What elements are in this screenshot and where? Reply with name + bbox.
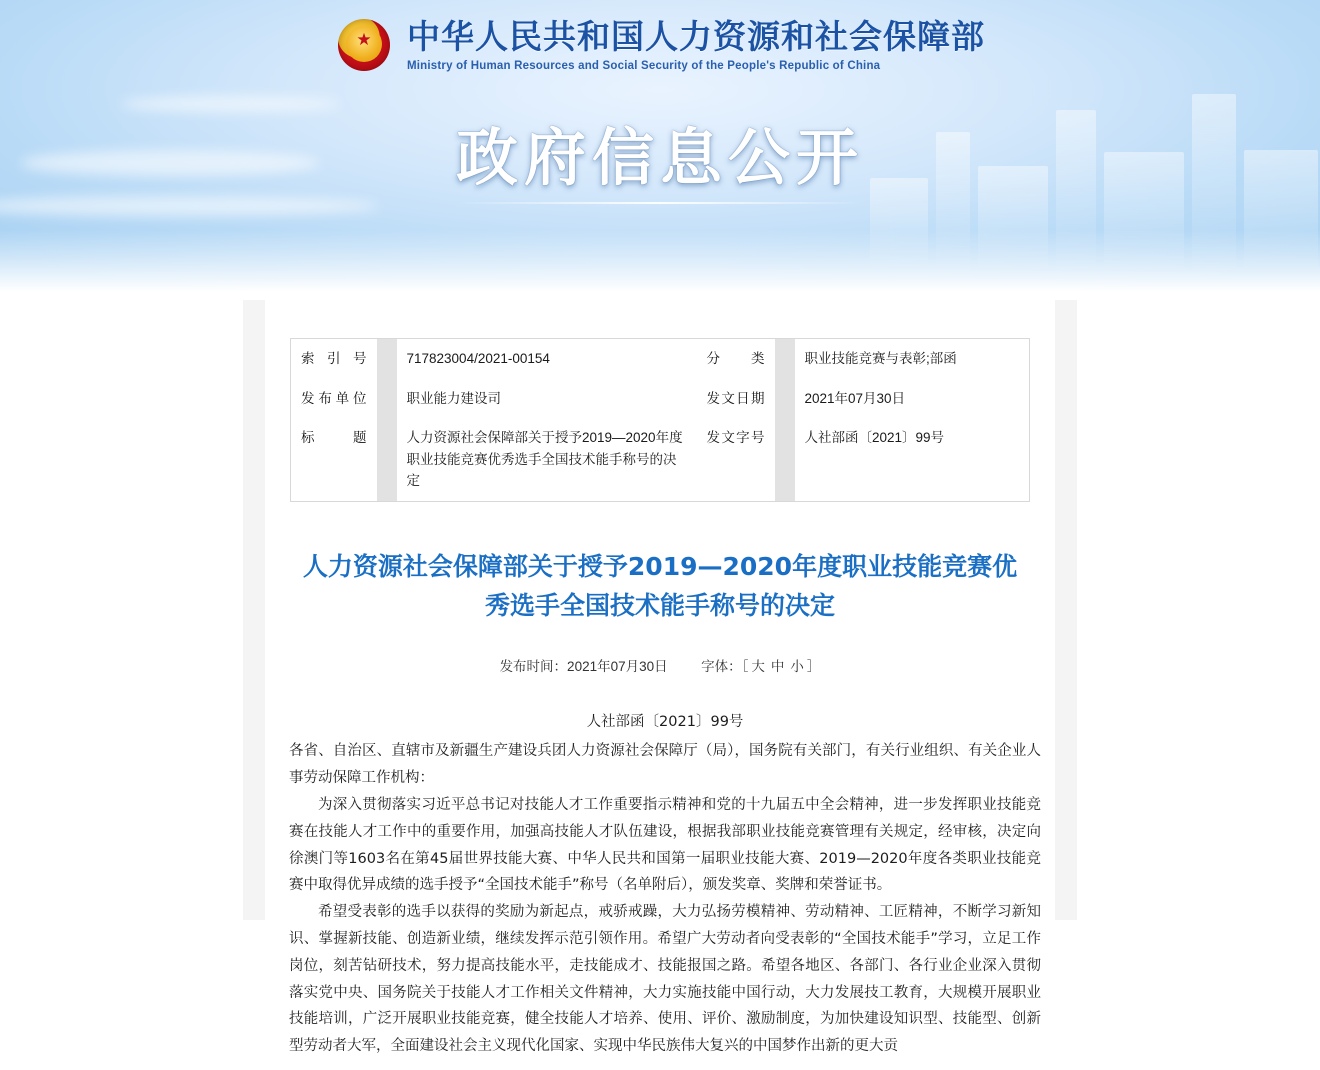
publish-time: 发布时间：2021年07月30日: [499, 659, 668, 675]
meta-label-publisher: 发布单位: [301, 390, 367, 406]
ministry-name-en: Ministry of Human Resources and Social Security of the People's Republic of China: [407, 59, 881, 72]
document-paper: [265, 300, 1055, 1060]
cell-divider: [377, 339, 397, 379]
meta-label-date: 发文日期: [706, 390, 765, 406]
document-body: [289, 709, 1041, 1060]
meta-value-date: 2021年07月30日: [804, 390, 906, 406]
document-number: 人社部函〔2021〕99号: [586, 714, 744, 731]
fontsize-small-button[interactable]: 小: [790, 659, 804, 675]
fontsize-large-button[interactable]: 大: [751, 659, 765, 675]
cell-divider: [775, 339, 795, 379]
cell-divider: [377, 418, 397, 501]
page-title: 人力资源社会保障部关于授予2019—2020年度职业技能竞赛优秀选手全国技术能手称号的决定: [302, 551, 1018, 620]
banner-divider: [455, 202, 865, 204]
fontsize-bracket-close: ］: [806, 659, 821, 675]
document-metadata-table: [290, 338, 1030, 502]
meta-value-title: 人力资源社会保障部关于授予2019—2020年度职业技能竞赛优秀选手全国技术能手称号的决定: [406, 430, 683, 489]
meta-label-title: 标 题: [301, 430, 367, 446]
meta-label-category: 分 类: [706, 351, 765, 366]
table-row: [291, 339, 1030, 379]
table-row: [291, 418, 1030, 501]
body-paragraph-2: 希望受表彰的选手以获得的奖励为新起点，戒骄戒躁，大力弘扬劳模精神、劳动精神、工匠精神，不断学习新知识、掌握新技能、创造新业绩，继续发挥示范引领作用。希望广大劳动者向受表彰的“全国技术能手”学习，立足工作岗位，刻苦钻研技术，努力提高技能水平，走技能成才、技能报国之路。希望各地区、各部门、各行业企业深入贯彻落实党中央、国务院关于技能人才工作相关文件精神，大力实施技能中国行动，大力发展技工教育，大规模开展职业技能培训，广泛开展职业技能竞赛，健全技能人才培养、使用、评价、激励制度，为加快建设知识型、技能型、创新型劳动者大军，全面建设社会主义现代化国家、实现中华民族伟大复兴的中国梦作出新的更大贡: [289, 904, 1041, 1055]
fontsize-medium-button[interactable]: 中: [770, 659, 785, 675]
cell-divider: [377, 379, 397, 419]
cell-divider: [775, 379, 795, 419]
meta-label-index: 索 引 号: [301, 351, 367, 366]
ministry-name-cn: 中华人民共和国人力资源和社会保障部: [407, 17, 985, 57]
table-row: [291, 379, 1030, 419]
meta-value-docnumber: 人社部函〔2021〕99号: [804, 430, 945, 446]
fontsize-label: 字体：: [701, 659, 742, 675]
ministry-identity: [0, 16, 1320, 74]
meta-value-category: 职业技能竞赛与表彰;部函: [804, 351, 957, 366]
banner-title: 政府信息公开: [455, 121, 864, 194]
body-paragraph-0: 各省、自治区、直辖市及新疆生产建设兵团人力资源社会保障厅（局），国务院有关部门，有关行业组织、有关企业人事劳动保障工作机构：: [289, 743, 1041, 787]
meta-value-index: 717823004/2021-00154: [406, 351, 550, 366]
meta-label-docnumber: 发文字号: [706, 430, 765, 446]
cell-divider: [775, 418, 795, 501]
document-subline: [289, 655, 1031, 675]
meta-value-publisher: 职业能力建设司: [406, 390, 501, 406]
national-emblem-icon: ★: [335, 16, 393, 74]
fontsize-bracket-open: ［: [741, 659, 749, 675]
site-banner: [0, 0, 1320, 300]
content-area: [0, 300, 1320, 1070]
body-paragraph-1: 为深入贯彻落实习近平总书记对技能人才工作重要指示精神和党的十九届五中全会精神，进一步发挥职业技能竞赛在技能人才工作中的重要作用，加强高技能人才队伍建设，根据我部职业技能竞赛管理有关规定，经审核，决定向徐澳门等1603名在第45届世界技能大赛、中华人民共和国第一届职业技能大赛、2019—2020年度各类职业技能竞赛中取得优异成绩的选手授予“全国技术能手”称号（名单附后），颁发奖章、奖牌和荣誉证书。: [289, 796, 1041, 894]
